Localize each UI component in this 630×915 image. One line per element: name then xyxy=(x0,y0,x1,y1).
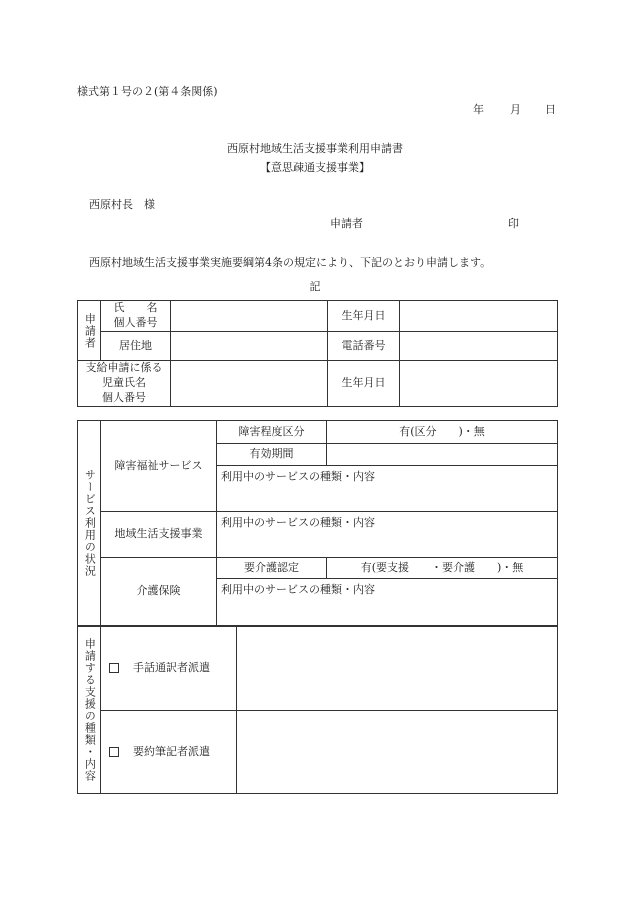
form-number: 様式第１号の２(第４条関係) xyxy=(77,85,218,98)
child-input[interactable] xyxy=(171,361,328,407)
care-service-contents[interactable]: 利用中のサービスの種類・内容 xyxy=(217,579,558,626)
applicant-group-label: 申請者 xyxy=(83,312,97,349)
valid-period-label: 有効期間 xyxy=(217,444,327,466)
date-day: 日 xyxy=(545,103,556,116)
child-label-line3: 個人番号 xyxy=(102,390,146,404)
child-birth-input[interactable] xyxy=(400,361,558,407)
child-label-line1: 支給申請に係る xyxy=(85,361,163,375)
option-summary-writer-label: 要約筆記者派遣 xyxy=(133,744,210,758)
service-section-cell xyxy=(78,421,101,626)
option-summary-writer[interactable] xyxy=(101,711,237,794)
valid-period-input[interactable] xyxy=(327,444,558,466)
title-line2: 【意思疎通支援事業】 xyxy=(260,161,370,174)
service-table xyxy=(77,420,558,626)
addressee: 西原村長 様 xyxy=(89,198,155,211)
date-year: 年 xyxy=(473,103,484,116)
name-id-cell xyxy=(101,301,171,332)
name-label: 氏 名 xyxy=(113,301,158,315)
statement: 西原村地域生活支援事業実施要綱第4条の規定により、下記のとおり申請します。 xyxy=(89,256,492,269)
community-service-contents[interactable]: 利用中のサービスの種類・内容 xyxy=(217,512,558,558)
checkbox-icon[interactable] xyxy=(109,747,119,757)
phone-label: 電話番号 xyxy=(328,332,400,361)
care-certification-label: 要介護認定 xyxy=(217,558,327,579)
disability-service-contents[interactable]: 利用中のサービスの種類・内容 xyxy=(217,466,558,512)
applicant-table xyxy=(77,300,558,407)
option-sign-language[interactable] xyxy=(101,627,237,711)
disability-level-value[interactable]: 有(区分 )・無 xyxy=(327,421,558,444)
support-section-cell xyxy=(78,627,101,794)
birth-input[interactable] xyxy=(400,301,558,332)
checkbox-icon[interactable] xyxy=(109,663,119,673)
title-line1: 西原村地域生活支援事業利用申請書 xyxy=(227,142,403,155)
ki-mark: 記 xyxy=(309,280,321,293)
disability-level-label: 障害程度区分 xyxy=(217,421,327,444)
child-label-line2: 児童氏名 xyxy=(102,376,146,390)
child-label-cell xyxy=(78,361,171,407)
care-certification-value[interactable]: 有(要支援 ・要介護 )・無 xyxy=(327,558,558,579)
phone-input[interactable] xyxy=(400,332,558,361)
support-section-label: 申請する支援の種類・内容 xyxy=(83,638,97,782)
disability-service-label: 障害福祉サービス xyxy=(101,421,217,512)
id-label: 個人番号 xyxy=(113,316,158,329)
applicant-group-cell xyxy=(78,301,101,361)
community-support-label: 地域生活支援事業 xyxy=(101,512,217,558)
date-month: 月 xyxy=(510,103,521,116)
address-input[interactable] xyxy=(171,332,328,361)
child-birth-label: 生年月日 xyxy=(328,361,400,407)
option-summary-writer-detail[interactable] xyxy=(237,711,558,794)
seal-mark: 印 xyxy=(508,217,519,230)
option-sign-language-detail[interactable] xyxy=(237,627,558,711)
care-insurance-label: 介護保険 xyxy=(101,558,217,626)
applicant-label: 申請者 xyxy=(330,217,363,230)
service-section-label: サービス利用の状況 xyxy=(83,469,97,577)
address-label: 居住地 xyxy=(101,332,171,361)
option-sign-language-label: 手話通訳者派遣 xyxy=(133,661,210,675)
support-table xyxy=(77,626,558,794)
name-input[interactable] xyxy=(171,301,328,332)
birth-label: 生年月日 xyxy=(328,301,400,332)
